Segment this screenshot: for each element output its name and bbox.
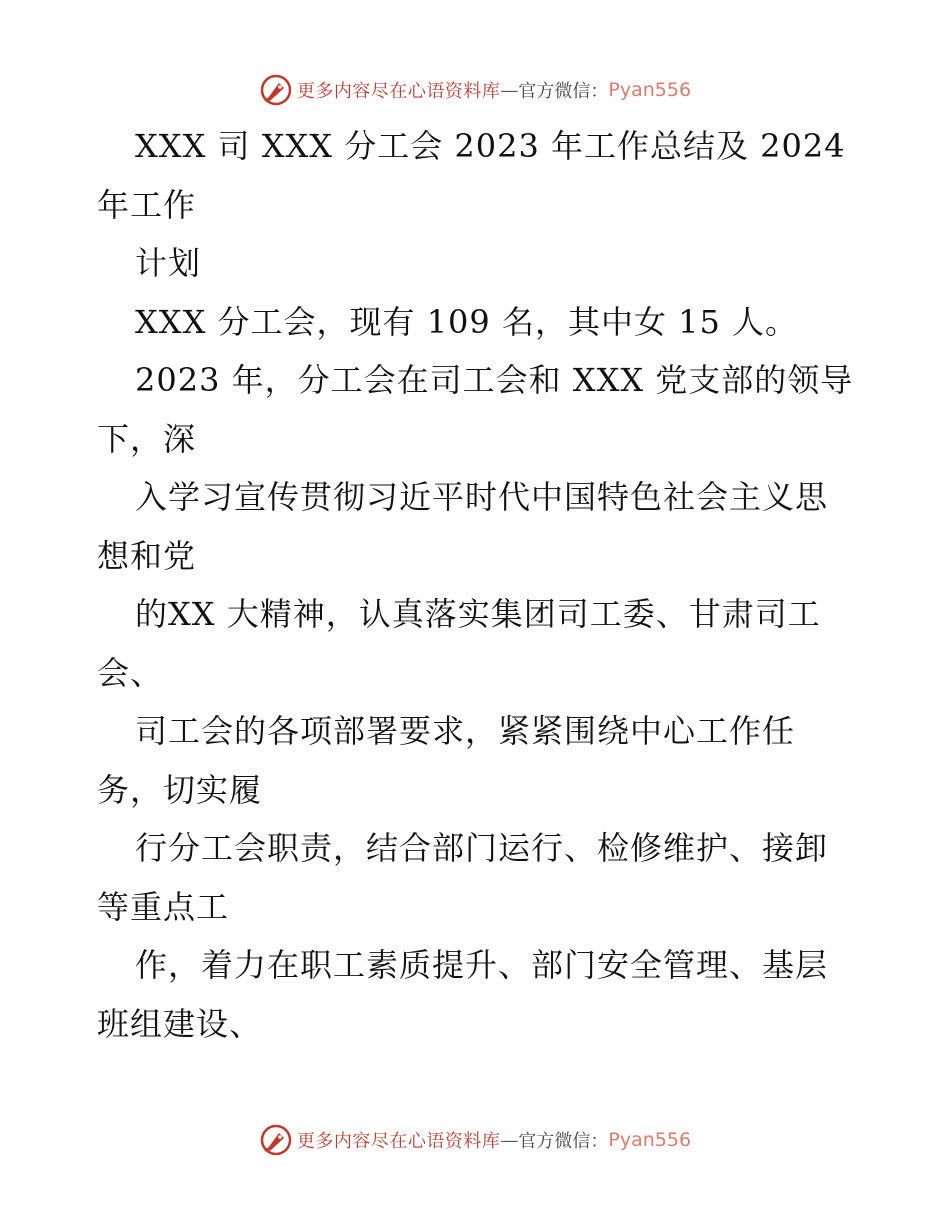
text-line: 想和党 — [97, 536, 197, 575]
title-line-2: 年工作 — [97, 185, 197, 224]
text-line: 会、 — [97, 653, 164, 692]
title-line-3: 计划 — [135, 244, 202, 282]
watermark-separator: — — [500, 79, 519, 101]
text-line: 行分工会职责，结合部门运行、检修维护、接卸 — [135, 829, 829, 867]
text-line: 2023 年，分工会在司工会和 XXX 党支部的领导 — [135, 361, 854, 399]
pen-nib-logo-icon — [259, 1123, 293, 1157]
watermark-label: 官方微信： — [518, 1131, 609, 1152]
watermark-id: Pyan556 — [608, 79, 692, 101]
watermark-label: 官方微信： — [518, 81, 609, 102]
text-line: 务，切实履 — [97, 770, 263, 809]
watermark-id: Pyan556 — [608, 1129, 692, 1151]
text-line: 司工会的各项部署要求，紧紧围绕中心工作任 — [135, 712, 796, 750]
document-body — [97, 117, 857, 1053]
text-line: 班组建设、 — [97, 1004, 263, 1043]
text-line: 的XX 大精神，认真落实集团司工委、甘肃司工 — [135, 595, 821, 633]
header-watermark — [0, 70, 950, 110]
text-line: 下，深 — [97, 419, 197, 458]
text-line: 作，着力在职工素质提升、部门安全管理、基层 — [135, 946, 829, 984]
text-line: 等重点工 — [97, 887, 230, 926]
title-line-1: XXX 司 XXX 分工会 2023 年工作总结及 2024 — [135, 127, 846, 165]
watermark-text: 更多内容尽在心语资料库 — [296, 81, 501, 102]
watermark-separator: — — [500, 1129, 519, 1151]
text-line: 入学习宣传贯彻习近平时代中国特色社会主义思 — [135, 478, 829, 516]
text-line: XXX 分工会，现有 109 名，其中女 15 人。 — [135, 302, 799, 341]
watermark-text: 更多内容尽在心语资料库 — [296, 1131, 501, 1152]
footer-watermark — [0, 1120, 950, 1160]
pen-nib-logo-icon — [259, 73, 293, 107]
